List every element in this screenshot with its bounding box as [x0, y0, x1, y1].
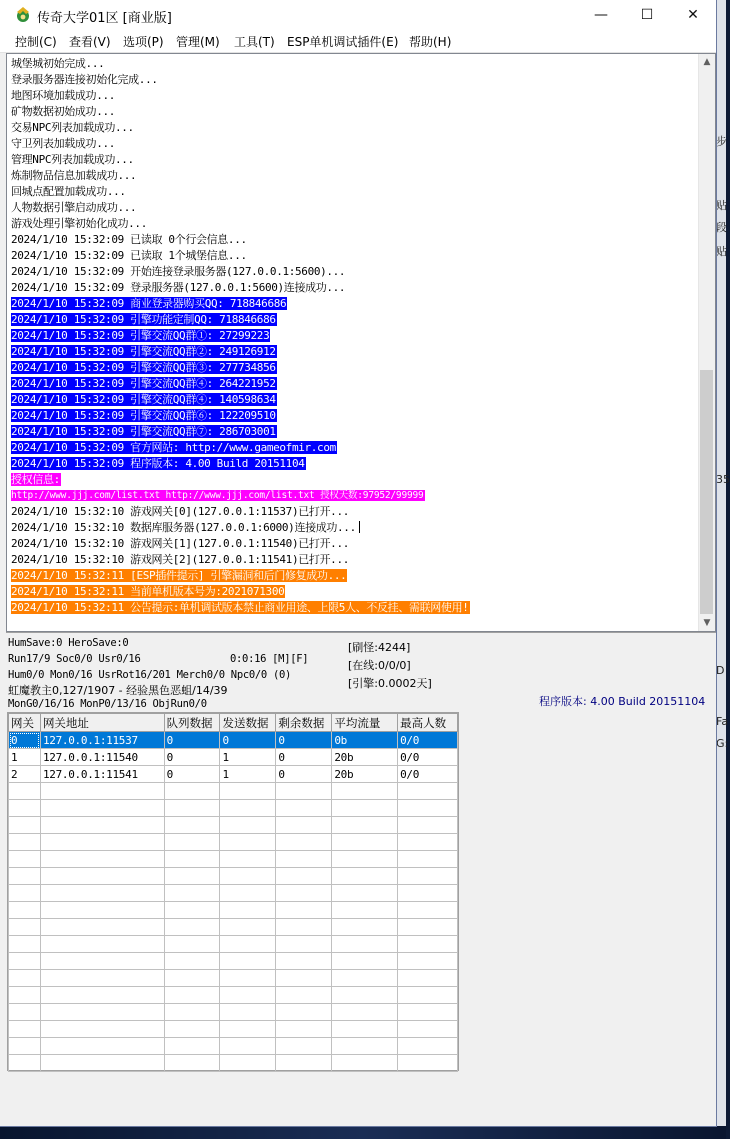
log-line-text: 2024/1/10 15:32:09 程序版本: 4.00 Build 20151104 [11, 457, 305, 470]
grid-cell-empty [220, 936, 276, 953]
log-line [11, 408, 701, 424]
grid-cell-empty [9, 970, 41, 987]
desktop-background-right [716, 0, 730, 1139]
grid-cell: 2 [9, 766, 41, 783]
grid-cell-empty [9, 936, 41, 953]
grid-cell-empty [276, 970, 332, 987]
log-line-text: 2024/1/10 15:32:09 引擎交流QQ群④: 264221952 [11, 377, 276, 390]
log-line-text: 守卫列表加载成功... [11, 137, 116, 150]
grid-cell-empty [220, 783, 276, 800]
grid-cell-empty [220, 902, 276, 919]
grid-cell: 0 [164, 749, 220, 766]
grid-cell-empty [164, 783, 220, 800]
status-version: 程序版本: 4.00 Build 20151104 [539, 695, 706, 708]
grid-cell-empty [398, 1055, 458, 1072]
grid-cell-empty [276, 851, 332, 868]
grid-cell-empty [40, 817, 164, 834]
log-line [11, 200, 701, 216]
grid-cell-empty [164, 1004, 220, 1021]
status-time: 0:0:16 [M][F] [230, 653, 309, 665]
text-caret [359, 521, 360, 533]
log-line-text: 登录服务器连接初始化完成... [11, 73, 158, 86]
log-line-text: 管理NPC列表加载成功... [11, 153, 134, 166]
log-line [11, 72, 701, 88]
grid-cell-empty [164, 851, 220, 868]
grid-cell-empty [398, 834, 458, 851]
log-line-text: 2024/1/10 15:32:10 游戏网关[0](127.0.0.1:11537)已打开... [11, 505, 349, 518]
log-line [11, 488, 701, 504]
grid-cell-empty [164, 817, 220, 834]
grid-cell-empty [276, 953, 332, 970]
grid-cell-empty [164, 919, 220, 936]
grid-cell-empty [398, 1021, 458, 1038]
log-line-text: 2024/1/10 15:32:11 当前单机版本号为:2021071300 [11, 585, 285, 598]
table-row-empty[interactable] [9, 936, 458, 953]
grid-cell-empty [40, 1021, 164, 1038]
log-line [11, 520, 701, 536]
grid-cell-empty [164, 987, 220, 1004]
grid-header-cell[interactable]: 网关 [9, 714, 41, 732]
grid-cell: 0 [276, 749, 332, 766]
grid-cell-empty [332, 987, 398, 1004]
grid-cell: 20b [332, 766, 398, 783]
log-line [11, 536, 701, 552]
grid-cell-empty [9, 1021, 41, 1038]
app-logo-icon [14, 6, 32, 24]
grid-cell-empty [40, 800, 164, 817]
grid-cell-empty [40, 902, 164, 919]
menu-view[interactable]: 查看(V) [69, 35, 111, 49]
grid-cell-empty [40, 885, 164, 902]
grid-cell-empty [9, 868, 41, 885]
log-line [11, 136, 701, 152]
log-line [11, 104, 701, 120]
log-panel[interactable] [6, 53, 716, 632]
grid-header-cell[interactable]: 最高人数 [398, 714, 458, 732]
table-row-empty[interactable] [9, 851, 458, 868]
maximize-button[interactable]: ☐ [640, 7, 654, 23]
desktop-background-bottom [0, 1126, 726, 1139]
log-line-text: 2024/1/10 15:32:09 引擎交流QQ群⑥: 122209510 [11, 409, 276, 422]
log-line [11, 376, 701, 392]
table-row-empty[interactable] [9, 885, 458, 902]
grid-cell-empty [398, 1038, 458, 1055]
log-line-text: 授权信息: [11, 473, 60, 486]
log-line [11, 328, 701, 344]
desktop-glyph: Fa [716, 715, 729, 728]
grid-cell-empty [276, 936, 332, 953]
grid-cell-empty [40, 970, 164, 987]
log-line [11, 120, 701, 136]
grid-cell-empty [332, 868, 398, 885]
grid-cell-empty [9, 1038, 41, 1055]
grid-cell: 127.0.0.1:11537 [40, 732, 164, 749]
grid-header-cell[interactable]: 队列数据 [164, 714, 220, 732]
log-line [11, 504, 701, 520]
grid-cell-empty [164, 885, 220, 902]
grid-cell-empty [398, 953, 458, 970]
grid-cell-empty [220, 919, 276, 936]
grid-cell-empty [40, 834, 164, 851]
log-line-text: 2024/1/10 15:32:09 引擎交流QQ群⑦: 286703001 [11, 425, 276, 438]
grid-cell-empty [164, 868, 220, 885]
grid-cell: 0 [220, 732, 276, 749]
menu-esp-plugin[interactable]: ESP单机调试插件(E) [287, 35, 399, 49]
title-bar[interactable] [0, 0, 716, 31]
grid-cell: 1 [9, 749, 41, 766]
log-line [11, 152, 701, 168]
grid-cell-empty [40, 987, 164, 1004]
grid-cell: 1 [220, 749, 276, 766]
grid-cell: 0 [276, 732, 332, 749]
table-row[interactable] [9, 732, 458, 749]
scroll-up-icon[interactable]: ▲ [703, 57, 711, 67]
grid-cell-empty [398, 902, 458, 919]
status-run: Run17/9 Soc0/0 Usr0/16 [8, 653, 141, 665]
grid-cell-empty [276, 817, 332, 834]
grid-cell-empty [164, 953, 220, 970]
log-line-text: 地图环境加载成功... [11, 89, 116, 102]
desktop-glyph: 段 [716, 221, 727, 234]
grid-cell-empty [9, 919, 41, 936]
status-engine: [引擎:0.0002天] [348, 677, 432, 690]
grid-cell-empty [398, 987, 458, 1004]
menu-manage[interactable]: 管理(M) [176, 35, 220, 49]
log-line [11, 472, 701, 488]
grid-cell-empty [276, 1004, 332, 1021]
log-line [11, 248, 701, 264]
table-row-empty[interactable] [9, 817, 458, 834]
grid-cell-empty [164, 1038, 220, 1055]
grid-cell-empty [332, 851, 398, 868]
log-line-text: 2024/1/10 15:32:09 引擎功能定制QQ: 718846686 [11, 313, 276, 326]
log-line-text: 2024/1/10 15:32:10 游戏网关[2](127.0.0.1:11541)已打开... [11, 553, 349, 566]
log-line [11, 568, 701, 584]
grid-cell: 0/0 [398, 732, 458, 749]
log-line-text: 矿物数据初始成功... [11, 105, 116, 118]
grid-cell-empty [40, 851, 164, 868]
grid-cell-empty [332, 1038, 398, 1055]
table-row-empty[interactable] [9, 868, 458, 885]
grid-cell-empty [40, 953, 164, 970]
grid-cell-empty [40, 868, 164, 885]
grid-cell-empty [164, 800, 220, 817]
grid-cell-empty [398, 783, 458, 800]
status-humsave: HumSave:0 HeroSave:0 [8, 637, 129, 649]
grid-cell-empty [40, 936, 164, 953]
grid-cell-empty [276, 902, 332, 919]
grid-cell-empty [220, 970, 276, 987]
menu-options[interactable]: 选项(P) [123, 35, 164, 49]
grid-cell-empty [276, 783, 332, 800]
grid-cell-empty [9, 1055, 41, 1072]
menu-help[interactable]: 帮助(H) [409, 35, 452, 49]
grid-cell-empty [332, 919, 398, 936]
grid-header-cell[interactable]: 发送数据 [220, 714, 276, 732]
grid-cell-empty [398, 1004, 458, 1021]
grid-cell-empty [40, 1055, 164, 1072]
grid-cell-empty [9, 783, 41, 800]
grid-cell-empty [220, 987, 276, 1004]
log-line-text: 炼制物品信息加载成功... [11, 169, 137, 182]
grid-cell-empty [398, 800, 458, 817]
grid-cell-empty [276, 1055, 332, 1072]
log-line [11, 552, 701, 568]
grid-cell: 20b [332, 749, 398, 766]
grid-cell: 0 [164, 732, 220, 749]
grid-cell-empty [164, 936, 220, 953]
log-line [11, 264, 701, 280]
grid-cell-empty [276, 885, 332, 902]
menu-bar [0, 31, 716, 53]
status-mong: MonG0/16/16 MonP0/13/16 ObjRun0/0 [8, 698, 207, 710]
table-row[interactable] [9, 766, 458, 783]
menu-tools[interactable]: 工具(T) [234, 35, 275, 49]
scroll-down-icon[interactable]: ▼ [703, 618, 711, 628]
table-row-empty[interactable] [9, 902, 458, 919]
grid-cell-empty [164, 902, 220, 919]
log-line-text: 2024/1/10 15:32:09 已读取 1个城堡信息... [11, 249, 247, 262]
grid-cell: 0 [164, 766, 220, 783]
log-line-text: http://www.jjj.com/list.txt http://www.jjj.com/list.txt 授权天数:97952/99999 [11, 490, 424, 501]
grid-cell-empty [220, 834, 276, 851]
table-row-empty[interactable] [9, 1055, 458, 1072]
desktop-glyph: G: [716, 737, 729, 750]
log-line-text: 游戏处理引擎初始化成功... [11, 217, 147, 230]
grid-cell-empty [220, 953, 276, 970]
grid-cell-empty [9, 817, 41, 834]
grid-cell: 1 [220, 766, 276, 783]
grid-cell-empty [332, 885, 398, 902]
log-line [11, 344, 701, 360]
log-line [11, 88, 701, 104]
grid-cell-empty [9, 987, 41, 1004]
table-row-empty[interactable] [9, 919, 458, 936]
grid-cell-empty [164, 834, 220, 851]
log-lines [11, 56, 701, 616]
table-row-empty[interactable] [9, 834, 458, 851]
log-line [11, 456, 701, 472]
log-line [11, 440, 701, 456]
window-title: 传奇大学01区 [商业版] [37, 11, 172, 26]
log-line-text: 2024/1/10 15:32:09 官方网站: http://www.gameofmir.com [11, 441, 336, 454]
grid-cell-empty [398, 817, 458, 834]
desktop-glyph: 35 [716, 473, 730, 486]
log-line [11, 296, 701, 312]
grid-cell-empty [332, 902, 398, 919]
log-line-text: 回城点配置加载成功... [11, 185, 126, 198]
grid-cell-empty [332, 1055, 398, 1072]
grid-cell-empty [398, 919, 458, 936]
log-line-text: 2024/1/10 15:32:09 开始连接登录服务器(127.0.0.1:5600)... [11, 265, 346, 278]
desktop-glyph: D [716, 664, 725, 677]
grid-cell-empty [220, 851, 276, 868]
grid-cell-empty [332, 1004, 398, 1021]
grid-cell-empty [332, 817, 398, 834]
status-panel [6, 632, 716, 713]
table-row-empty[interactable] [9, 1004, 458, 1021]
desktop-glyph: 步 [716, 135, 727, 148]
gateway-grid[interactable] [7, 712, 459, 1071]
grid-cell-empty [40, 783, 164, 800]
grid-cell-empty [276, 919, 332, 936]
grid-cell: 0 [9, 732, 41, 749]
grid-cell-empty [9, 953, 41, 970]
grid-cell-empty [332, 834, 398, 851]
log-line-text: 2024/1/10 15:32:09 引擎交流QQ群③: 277734856 [11, 361, 276, 374]
close-button[interactable]: ✕ [687, 7, 699, 23]
log-line [11, 216, 701, 232]
log-line [11, 392, 701, 408]
minimize-button[interactable]: — [594, 7, 608, 23]
gateway-table [8, 713, 458, 1072]
log-line [11, 600, 701, 616]
log-line-text: 2024/1/10 15:32:11 公告提示:单机调试版本禁止商业用途、上限5人、不反挂、需联网使用! [11, 601, 469, 614]
grid-header-cell[interactable]: 平均流量 [332, 714, 398, 732]
grid-cell-empty [9, 851, 41, 868]
grid-cell-empty [9, 800, 41, 817]
grid-cell-empty [332, 953, 398, 970]
menu-control[interactable]: 控制(C) [15, 35, 57, 49]
grid-cell-empty [276, 834, 332, 851]
log-line-text: 城堡城初始完成... [11, 57, 105, 70]
table-row-empty[interactable] [9, 800, 458, 817]
log-line-text: 人物数据引擎启动成功... [11, 201, 137, 214]
table-row-empty[interactable] [9, 987, 458, 1004]
grid-cell-empty [220, 1021, 276, 1038]
log-line [11, 312, 701, 328]
log-scrollbar[interactable] [698, 54, 715, 631]
log-line-text: 2024/1/10 15:32:11 [ESP插件提示] 引擎漏洞和后门修复成功... [11, 569, 347, 582]
grid-cell-empty [332, 1021, 398, 1038]
log-line-text: 2024/1/10 15:32:09 商业登录器购买QQ: 718846686 [11, 297, 287, 310]
log-line-text: 交易NPC列表加载成功... [11, 121, 134, 134]
grid-cell-empty [398, 936, 458, 953]
grid-cell-empty [398, 868, 458, 885]
status-monster: 虹魔教主0,127/1907 - 经验黑色恶蛆/14/39 [8, 684, 228, 697]
table-row-empty[interactable] [9, 1021, 458, 1038]
log-line [11, 232, 701, 248]
log-line-text: 2024/1/10 15:32:09 引擎交流QQ群①: 27299223 [11, 329, 270, 342]
grid-cell-empty [332, 936, 398, 953]
grid-header-cell[interactable]: 剩余数据 [276, 714, 332, 732]
log-line [11, 56, 701, 72]
desktop-glyph: 贴 [716, 199, 727, 212]
grid-cell: 127.0.0.1:11541 [40, 766, 164, 783]
table-row-empty[interactable] [9, 1038, 458, 1055]
grid-cell: 0b [332, 732, 398, 749]
status-hum: Hum0/0 Mon0/16 UsrRot16/201 Merch0/0 Npc0/0 (0) [8, 669, 292, 681]
grid-cell-empty [398, 885, 458, 902]
desktop-glyph: 贴 [716, 245, 727, 258]
grid-cell-empty [398, 851, 458, 868]
grid-cell-empty [164, 970, 220, 987]
scroll-thumb[interactable] [700, 370, 713, 614]
table-row[interactable] [9, 749, 458, 766]
grid-cell-empty [40, 1004, 164, 1021]
grid-cell-empty [164, 1021, 220, 1038]
status-refresh: [刷怪:4244] [348, 641, 411, 654]
grid-cell: 127.0.0.1:11540 [40, 749, 164, 766]
log-line-text: 2024/1/10 15:32:10 数据库服务器(127.0.0.1:6000)连接成功... [11, 521, 356, 534]
grid-cell-empty [276, 800, 332, 817]
status-online: [在线:0/0/0] [348, 659, 411, 672]
grid-cell-empty [220, 868, 276, 885]
grid-cell: 0 [276, 766, 332, 783]
grid-cell-empty [276, 1038, 332, 1055]
grid-cell-empty [220, 885, 276, 902]
grid-cell-empty [9, 834, 41, 851]
log-line-text: 2024/1/10 15:32:10 游戏网关[1](127.0.0.1:11540)已打开... [11, 537, 349, 550]
table-row-empty[interactable] [9, 953, 458, 970]
log-line-text: 2024/1/10 15:32:09 登录服务器(127.0.0.1:5600)连接成功... [11, 281, 346, 294]
grid-cell-empty [9, 902, 41, 919]
grid-cell-empty [332, 783, 398, 800]
grid-cell-empty [220, 1055, 276, 1072]
table-row-empty[interactable] [9, 783, 458, 800]
grid-cell-empty [220, 800, 276, 817]
log-line-text: 2024/1/10 15:32:09 引擎交流QQ群②: 249126912 [11, 345, 276, 358]
grid-header-cell[interactable]: 网关地址 [40, 714, 164, 732]
grid-cell-empty [398, 970, 458, 987]
grid-cell-empty [332, 800, 398, 817]
grid-cell-empty [276, 987, 332, 1004]
grid-cell-empty [220, 1004, 276, 1021]
grid-cell-empty [9, 885, 41, 902]
grid-cell-empty [276, 868, 332, 885]
log-line-text: 2024/1/10 15:32:09 引擎交流QQ群④: 140598634 [11, 393, 276, 406]
log-line [11, 424, 701, 440]
grid-cell-empty [220, 817, 276, 834]
grid-cell: 0/0 [398, 766, 458, 783]
grid-cell-empty [164, 1055, 220, 1072]
grid-cell-empty [9, 1004, 41, 1021]
grid-cell-empty [276, 1021, 332, 1038]
grid-cell-empty [220, 1038, 276, 1055]
log-line [11, 184, 701, 200]
log-line [11, 360, 701, 376]
grid-cell: 0/0 [398, 749, 458, 766]
grid-cell-empty [40, 919, 164, 936]
log-line [11, 584, 701, 600]
log-line [11, 280, 701, 296]
log-line-text: 2024/1/10 15:32:09 已读取 0个行会信息... [11, 233, 247, 246]
table-row-empty[interactable] [9, 970, 458, 987]
grid-cell-empty [332, 970, 398, 987]
log-line [11, 168, 701, 184]
grid-cell-empty [40, 1038, 164, 1055]
